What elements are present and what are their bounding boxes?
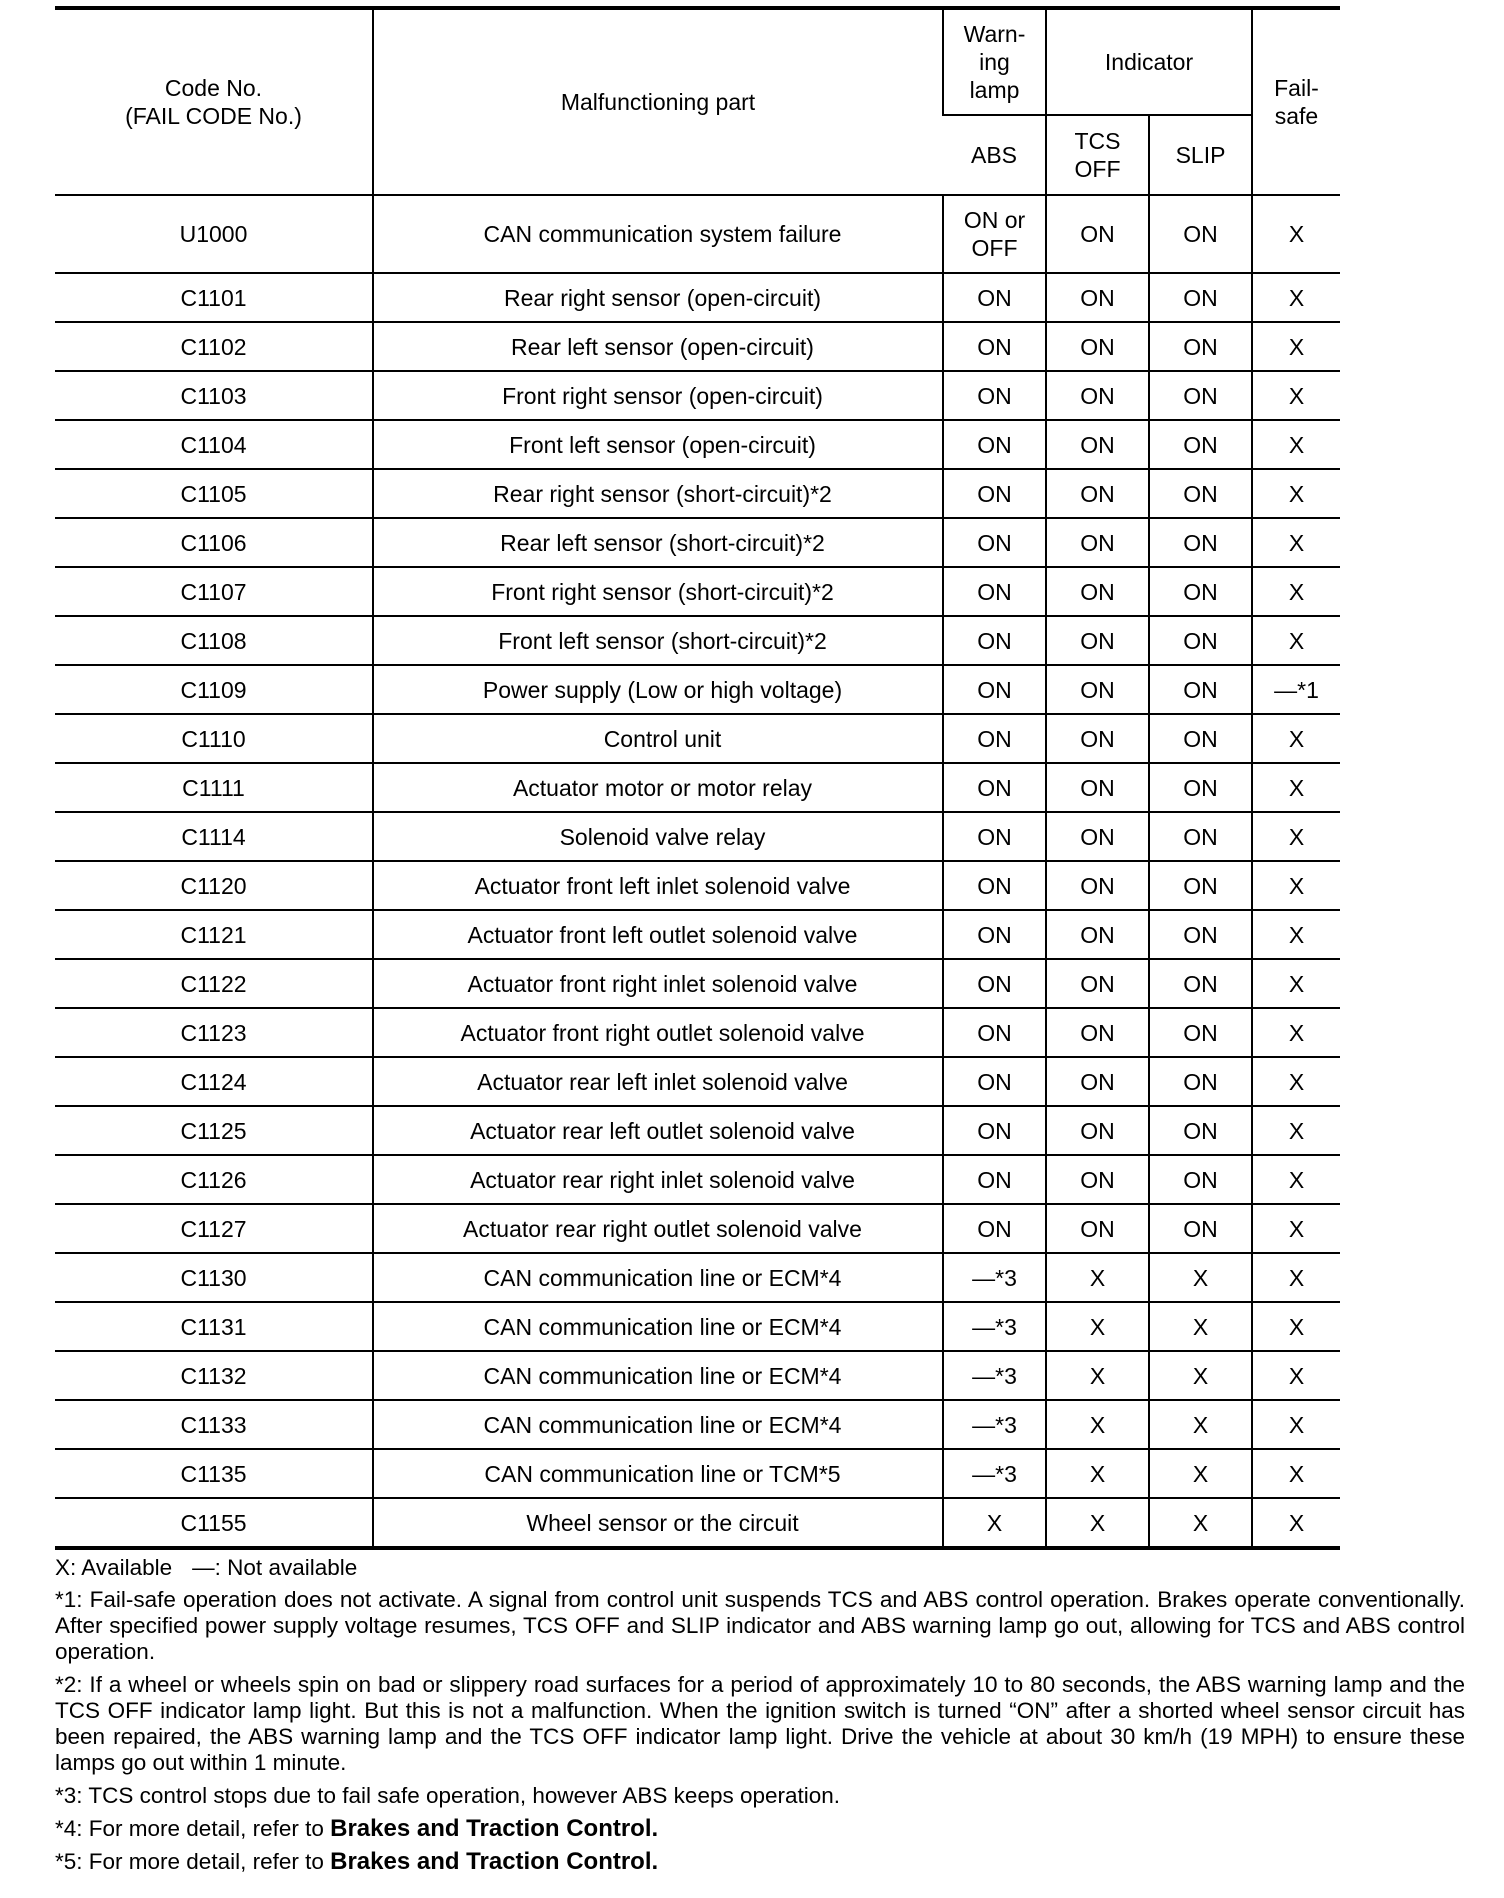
cell-part: Front right sensor (open-circuit) bbox=[373, 371, 943, 420]
cell-abs: ON bbox=[943, 812, 1046, 861]
cell-tcs-off: ON bbox=[1046, 1155, 1149, 1204]
cell-part: Actuator front right outlet solenoid valve bbox=[373, 1008, 943, 1057]
cell-code: C1131 bbox=[55, 1302, 373, 1351]
cell-code: C1123 bbox=[55, 1008, 373, 1057]
table-row bbox=[55, 1400, 1340, 1449]
table-row bbox=[55, 714, 1340, 763]
cell-tcs-off: ON bbox=[1046, 763, 1149, 812]
cell-code: C1102 bbox=[55, 322, 373, 371]
cell-code: C1105 bbox=[55, 469, 373, 518]
cell-fail-safe: X bbox=[1252, 812, 1340, 861]
cell-abs: ON bbox=[943, 959, 1046, 1008]
cell-tcs-off: X bbox=[1046, 1253, 1149, 1302]
cell-slip: ON bbox=[1149, 910, 1252, 959]
cell-slip: ON bbox=[1149, 420, 1252, 469]
cell-tcs-off: X bbox=[1046, 1302, 1149, 1351]
cell-part: CAN communication system failure bbox=[373, 195, 943, 273]
cell-tcs-off: X bbox=[1046, 1449, 1149, 1498]
cell-slip: ON bbox=[1149, 1057, 1252, 1106]
cell-code: C1121 bbox=[55, 910, 373, 959]
cell-slip: X bbox=[1149, 1449, 1252, 1498]
footnote-3: *3: TCS control stops due to fail safe operation, however ABS keeps operation. bbox=[55, 1783, 841, 1808]
table-row bbox=[55, 1057, 1340, 1106]
cell-code: C1104 bbox=[55, 420, 373, 469]
header-fail-safe: Fail- safe bbox=[1252, 8, 1340, 195]
cell-part: Front left sensor (short-circuit)*2 bbox=[373, 616, 943, 665]
cell-fail-safe: X bbox=[1252, 763, 1340, 812]
cell-part: Rear left sensor (open-circuit) bbox=[373, 322, 943, 371]
cell-tcs-off: X bbox=[1046, 1351, 1149, 1400]
header-indicator: Indicator bbox=[1046, 8, 1252, 115]
cell-abs: ON bbox=[943, 665, 1046, 714]
cell-code: C1124 bbox=[55, 1057, 373, 1106]
cell-abs: ON bbox=[943, 567, 1046, 616]
table-row bbox=[55, 665, 1340, 714]
cell-part: CAN communication line or ECM*4 bbox=[373, 1400, 943, 1449]
cell-part: Actuator rear left outlet solenoid valve bbox=[373, 1106, 943, 1155]
cell-slip: ON bbox=[1149, 861, 1252, 910]
header-tcs-off: TCS OFF bbox=[1046, 115, 1149, 195]
table-row bbox=[55, 1351, 1340, 1400]
cell-part: CAN communication line or ECM*4 bbox=[373, 1302, 943, 1351]
table-row bbox=[55, 1008, 1340, 1057]
cell-tcs-off: ON bbox=[1046, 1204, 1149, 1253]
cell-code: C1114 bbox=[55, 812, 373, 861]
cell-tcs-off: ON bbox=[1046, 420, 1149, 469]
cell-tcs-off: ON bbox=[1046, 1008, 1149, 1057]
cell-slip: ON bbox=[1149, 518, 1252, 567]
cell-tcs-off: ON bbox=[1046, 195, 1149, 273]
cell-fail-safe: X bbox=[1252, 518, 1340, 567]
legend bbox=[55, 1555, 1465, 1581]
cell-slip: ON bbox=[1149, 273, 1252, 322]
cell-code: C1155 bbox=[55, 1498, 373, 1548]
cell-part: Solenoid valve relay bbox=[373, 812, 943, 861]
cell-fail-safe: X bbox=[1252, 1204, 1340, 1253]
cell-code: C1110 bbox=[55, 714, 373, 763]
cell-slip: ON bbox=[1149, 665, 1252, 714]
cell-part: Actuator front right inlet solenoid valve bbox=[373, 959, 943, 1008]
cell-part: Rear left sensor (short-circuit)*2 bbox=[373, 518, 943, 567]
footnote-4-text: *4: For more detail, refer to bbox=[55, 1816, 331, 1841]
footnote-1: *1: Fail-safe operation does not activate. A signal from control unit suspends TCS and ABS control operation. Brakes operate conventionally. After specified power supply voltage resumes, TCS OFF and SLIP indicator and ABS warning lamp go out, allowing for TCS and ABS control operation. bbox=[55, 1587, 1465, 1664]
cell-slip: ON bbox=[1149, 616, 1252, 665]
cell-part: Actuator rear left inlet solenoid valve bbox=[373, 1057, 943, 1106]
cell-fail-safe: X bbox=[1252, 1351, 1340, 1400]
cell-abs: X bbox=[943, 1498, 1046, 1548]
cell-code: C1109 bbox=[55, 665, 373, 714]
cell-fail-safe: X bbox=[1252, 1400, 1340, 1449]
cell-abs: ON bbox=[943, 616, 1046, 665]
cell-code: U1000 bbox=[55, 195, 373, 273]
cell-code: C1133 bbox=[55, 1400, 373, 1449]
cell-fail-safe: X bbox=[1252, 322, 1340, 371]
cell-tcs-off: ON bbox=[1046, 469, 1149, 518]
cell-code: C1101 bbox=[55, 273, 373, 322]
cell-part: Rear right sensor (short-circuit)*2 bbox=[373, 469, 943, 518]
cell-tcs-off: ON bbox=[1046, 910, 1149, 959]
table-row bbox=[55, 1106, 1340, 1155]
cell-tcs-off: ON bbox=[1046, 371, 1149, 420]
cell-slip: ON bbox=[1149, 371, 1252, 420]
table-row bbox=[55, 959, 1340, 1008]
cell-slip: ON bbox=[1149, 567, 1252, 616]
cell-abs: ON bbox=[943, 763, 1046, 812]
footnote-5-text: *5: For more detail, refer to bbox=[55, 1849, 331, 1874]
cell-part: CAN communication line or ECM*4 bbox=[373, 1253, 943, 1302]
cell-abs: —*3 bbox=[943, 1449, 1046, 1498]
cell-abs: ON bbox=[943, 714, 1046, 763]
cell-tcs-off: ON bbox=[1046, 1106, 1149, 1155]
footnote-4 bbox=[55, 1816, 1465, 1842]
table-row bbox=[55, 1253, 1340, 1302]
cell-part: CAN communication line or TCM*5 bbox=[373, 1449, 943, 1498]
table-row bbox=[55, 322, 1340, 371]
cell-abs: ON bbox=[943, 420, 1046, 469]
cell-part: Actuator rear right inlet solenoid valve bbox=[373, 1155, 943, 1204]
header-code: Code No. (FAIL CODE No.) bbox=[55, 8, 373, 195]
cell-fail-safe: X bbox=[1252, 1498, 1340, 1548]
cell-slip: X bbox=[1149, 1351, 1252, 1400]
cell-fail-safe: X bbox=[1252, 616, 1340, 665]
cell-abs: ON bbox=[943, 1106, 1046, 1155]
cell-abs: ON bbox=[943, 910, 1046, 959]
cell-abs: ON bbox=[943, 1057, 1046, 1106]
cell-fail-safe: X bbox=[1252, 861, 1340, 910]
cell-slip: ON bbox=[1149, 1008, 1252, 1057]
cell-part: Wheel sensor or the circuit bbox=[373, 1498, 943, 1548]
cell-part: Actuator rear right outlet solenoid valve bbox=[373, 1204, 943, 1253]
table-body bbox=[55, 195, 1340, 1548]
cell-slip: X bbox=[1149, 1400, 1252, 1449]
cell-slip: ON bbox=[1149, 763, 1252, 812]
cell-tcs-off: ON bbox=[1046, 518, 1149, 567]
table-row bbox=[55, 861, 1340, 910]
table-row bbox=[55, 273, 1340, 322]
cell-abs: ON bbox=[943, 1155, 1046, 1204]
cell-code: C1120 bbox=[55, 861, 373, 910]
cell-fail-safe: X bbox=[1252, 910, 1340, 959]
cell-code: C1126 bbox=[55, 1155, 373, 1204]
cell-part: Actuator motor or motor relay bbox=[373, 763, 943, 812]
cell-part: Power supply (Low or high voltage) bbox=[373, 665, 943, 714]
cell-fail-safe: X bbox=[1252, 1057, 1340, 1106]
cell-slip: ON bbox=[1149, 812, 1252, 861]
cell-abs: ON bbox=[943, 861, 1046, 910]
cell-slip: ON bbox=[1149, 322, 1252, 371]
cell-slip: ON bbox=[1149, 195, 1252, 273]
cell-slip: ON bbox=[1149, 469, 1252, 518]
cell-tcs-off: ON bbox=[1046, 665, 1149, 714]
cell-code: C1107 bbox=[55, 567, 373, 616]
cell-abs: ON bbox=[943, 273, 1046, 322]
cell-slip: ON bbox=[1149, 1204, 1252, 1253]
cell-part: Control unit bbox=[373, 714, 943, 763]
cell-tcs-off: ON bbox=[1046, 273, 1149, 322]
table-row bbox=[55, 371, 1340, 420]
fail-code-table bbox=[55, 6, 1340, 1550]
cell-abs: ON bbox=[943, 469, 1046, 518]
cell-code: C1127 bbox=[55, 1204, 373, 1253]
cell-abs: —*3 bbox=[943, 1400, 1046, 1449]
header-slip: SLIP bbox=[1149, 115, 1252, 195]
cell-fail-safe: X bbox=[1252, 1106, 1340, 1155]
cell-code: C1125 bbox=[55, 1106, 373, 1155]
cell-fail-safe: X bbox=[1252, 1008, 1340, 1057]
table-row bbox=[55, 910, 1340, 959]
table-row bbox=[55, 469, 1340, 518]
footnote-5 bbox=[55, 1849, 1465, 1875]
legend-not-available: —: Not available bbox=[192, 1555, 358, 1580]
cell-code: C1122 bbox=[55, 959, 373, 1008]
table-row bbox=[55, 518, 1340, 567]
cell-tcs-off: ON bbox=[1046, 322, 1149, 371]
cell-abs: —*3 bbox=[943, 1302, 1046, 1351]
cell-fail-safe: X bbox=[1252, 567, 1340, 616]
cell-fail-safe: X bbox=[1252, 1253, 1340, 1302]
cell-abs: —*3 bbox=[943, 1351, 1046, 1400]
cell-code: C1135 bbox=[55, 1449, 373, 1498]
cell-slip: X bbox=[1149, 1498, 1252, 1548]
cell-fail-safe: X bbox=[1252, 714, 1340, 763]
cell-part: Front right sensor (short-circuit)*2 bbox=[373, 567, 943, 616]
header-abs: ABS bbox=[943, 115, 1046, 195]
table-row bbox=[55, 567, 1340, 616]
cell-slip: X bbox=[1149, 1302, 1252, 1351]
cell-abs: ON bbox=[943, 518, 1046, 567]
cell-fail-safe: X bbox=[1252, 195, 1340, 273]
cell-tcs-off: ON bbox=[1046, 959, 1149, 1008]
table-header bbox=[55, 8, 1340, 195]
cell-fail-safe: X bbox=[1252, 1302, 1340, 1351]
table-row bbox=[55, 616, 1340, 665]
cell-tcs-off: ON bbox=[1046, 567, 1149, 616]
legend-available: X: Available bbox=[55, 1555, 173, 1580]
cell-slip: X bbox=[1149, 1253, 1252, 1302]
cell-fail-safe: X bbox=[1252, 469, 1340, 518]
cell-slip: ON bbox=[1149, 1106, 1252, 1155]
footnotes bbox=[55, 1555, 1465, 1882]
cell-slip: ON bbox=[1149, 714, 1252, 763]
cell-abs: ON bbox=[943, 1204, 1046, 1253]
cell-part: Front left sensor (open-circuit) bbox=[373, 420, 943, 469]
cell-tcs-off: ON bbox=[1046, 714, 1149, 763]
table-row bbox=[55, 420, 1340, 469]
cell-code: C1108 bbox=[55, 616, 373, 665]
cell-tcs-off: ON bbox=[1046, 616, 1149, 665]
cell-tcs-off: X bbox=[1046, 1400, 1149, 1449]
cell-slip: ON bbox=[1149, 959, 1252, 1008]
table-row bbox=[55, 1498, 1340, 1548]
cell-abs: —*3 bbox=[943, 1253, 1046, 1302]
table-row bbox=[55, 1155, 1340, 1204]
cell-tcs-off: ON bbox=[1046, 1057, 1149, 1106]
cell-code: C1106 bbox=[55, 518, 373, 567]
footnote-2: *2: If a wheel or wheels spin on bad or slippery road surfaces for a period of approximately 10 to 80 seconds, the ABS warning lamp and the TCS OFF indicator lamp light. But this is not a malfunction. When the ignition switch is turned “ON” after a shorted wheel sensor circuit has been repaired, the ABS warning lamp and the TCS OFF indicator lamp light. Drive the vehicle at about 30 km/h (19 MPH) to ensure these lamps go out within 1 minute. bbox=[55, 1672, 1465, 1775]
table-row bbox=[55, 1302, 1340, 1351]
cell-tcs-off: ON bbox=[1046, 812, 1149, 861]
cell-slip: ON bbox=[1149, 1155, 1252, 1204]
cell-fail-safe: X bbox=[1252, 1449, 1340, 1498]
cell-fail-safe: —*1 bbox=[1252, 665, 1340, 714]
cell-fail-safe: X bbox=[1252, 1155, 1340, 1204]
table-row bbox=[55, 812, 1340, 861]
cell-code: C1103 bbox=[55, 371, 373, 420]
cell-part: Actuator front left outlet solenoid valve bbox=[373, 910, 943, 959]
cell-code: C1130 bbox=[55, 1253, 373, 1302]
cell-part: Rear right sensor (open-circuit) bbox=[373, 273, 943, 322]
cell-code: C1111 bbox=[55, 763, 373, 812]
cell-tcs-off: X bbox=[1046, 1498, 1149, 1548]
footnote-5-reference: Brakes and Traction Control. bbox=[330, 1848, 659, 1875]
cell-fail-safe: X bbox=[1252, 420, 1340, 469]
table-row bbox=[55, 1204, 1340, 1253]
table-row bbox=[55, 1449, 1340, 1498]
footnote-4-reference: Brakes and Traction Control. bbox=[330, 1815, 659, 1842]
cell-abs: ON bbox=[943, 371, 1046, 420]
cell-abs: ON bbox=[943, 1008, 1046, 1057]
cell-tcs-off: ON bbox=[1046, 861, 1149, 910]
cell-part: Actuator front left inlet solenoid valve bbox=[373, 861, 943, 910]
cell-fail-safe: X bbox=[1252, 371, 1340, 420]
cell-abs: ON or OFF bbox=[943, 195, 1046, 273]
header-warning-lamp: Warn- ing lamp bbox=[943, 8, 1046, 115]
cell-fail-safe: X bbox=[1252, 273, 1340, 322]
cell-abs: ON bbox=[943, 322, 1046, 371]
cell-fail-safe: X bbox=[1252, 959, 1340, 1008]
table-row bbox=[55, 195, 1340, 273]
cell-code: C1132 bbox=[55, 1351, 373, 1400]
cell-part: CAN communication line or ECM*4 bbox=[373, 1351, 943, 1400]
table-row bbox=[55, 763, 1340, 812]
header-malfunctioning-part: Malfunctioning part bbox=[373, 8, 943, 195]
